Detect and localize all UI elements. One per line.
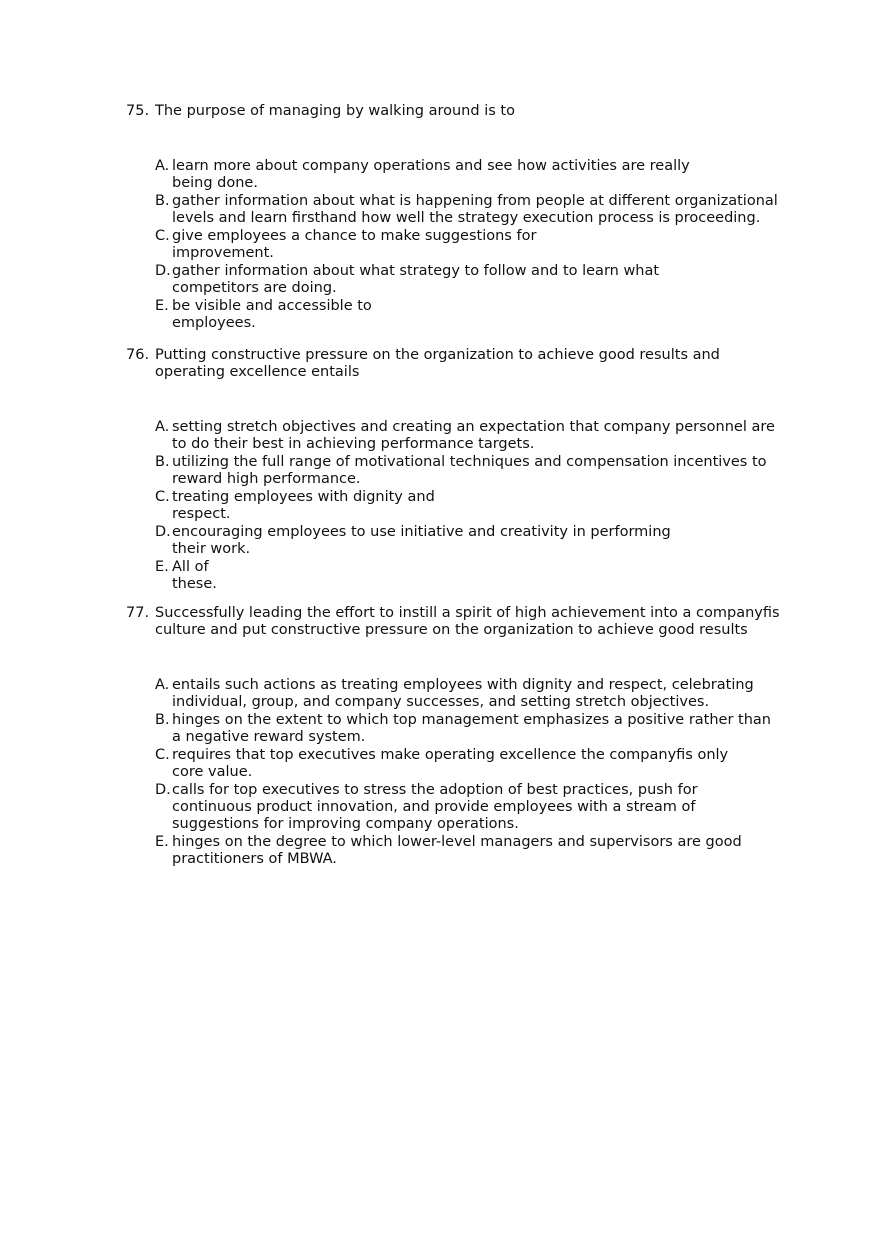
option-text: All of these. — [172, 559, 217, 592]
option-c — [155, 489, 786, 523]
option-letter: D. — [155, 263, 171, 279]
question-stem — [126, 347, 786, 381]
option-b — [155, 454, 786, 488]
question-text: Successfully leading the effort to instill a spirit of high achievement into a companyfis culture and put constructive pressure on the organization to achieve good results — [155, 605, 780, 638]
question-76 — [126, 347, 786, 594]
option-letter: A. — [155, 677, 170, 693]
option-letter: E. — [155, 834, 169, 850]
question-75 — [126, 103, 786, 333]
option-text: utilizing the full range of motivational techniques and compensation incentives to reward high performance. — [172, 454, 767, 487]
option-text: give employees a chance to make suggestions for improvement. — [172, 228, 537, 261]
option-a — [155, 677, 786, 711]
option-a — [155, 158, 786, 192]
question-number: 77. — [126, 605, 150, 621]
option-letter: A. — [155, 419, 170, 435]
option-letter: C. — [155, 747, 170, 763]
option-d — [155, 782, 786, 833]
option-text: gather information about what strategy to follow and to learn what competitors are doing. — [172, 263, 660, 296]
option-text: requires that top executives make operating excellence the companyfis only core value. — [172, 747, 729, 780]
question-text: The purpose of managing by walking around is to — [155, 103, 515, 119]
option-letter: C. — [155, 489, 170, 505]
option-c — [155, 747, 786, 781]
answer-options — [126, 158, 786, 332]
answer-options — [126, 677, 786, 868]
option-text: gather information about what is happening from people at different organizational levels and learn firsthand how well the strategy execution process is proceeding. — [172, 193, 778, 226]
option-text: treating employees with dignity and respect. — [172, 489, 435, 522]
question-number: 76. — [126, 347, 150, 363]
option-letter: D. — [155, 782, 171, 798]
option-b — [155, 193, 786, 227]
option-text: setting stretch objectives and creating an expectation that company personnel are to do their best in achieving performance targets. — [172, 419, 775, 452]
question-text: Putting constructive pressure on the organization to achieve good results and operating excellence entails — [155, 347, 720, 380]
option-e — [155, 559, 786, 593]
option-letter: B. — [155, 454, 170, 470]
option-letter: B. — [155, 712, 170, 728]
option-text: entails such actions as treating employees with dignity and respect, celebrating individual, group, and company successes, and setting stretch objectives. — [172, 677, 754, 710]
option-e — [155, 834, 786, 868]
option-letter: E. — [155, 298, 169, 314]
question-77 — [126, 605, 786, 869]
option-b — [155, 712, 786, 746]
option-text: hinges on the degree to which lower-level managers and supervisors are good practitioners of MBWA. — [172, 834, 742, 867]
option-text: hinges on the extent to which top management emphasizes a positive rather than a negative reward system. — [172, 712, 771, 745]
answer-options — [126, 419, 786, 593]
option-letter: B. — [155, 193, 170, 209]
option-letter: E. — [155, 559, 169, 575]
option-letter: C. — [155, 228, 170, 244]
option-text: calls for top executives to stress the adoption of best practices, push for continuous product innovation, and provide employees with a stream of suggestions for improving company operations. — [172, 782, 698, 832]
question-number: 75. — [126, 103, 150, 119]
option-e — [155, 298, 786, 332]
option-text: encouraging employees to use initiative and creativity in performing their work. — [172, 524, 671, 557]
option-d — [155, 524, 786, 558]
option-letter: A. — [155, 158, 170, 174]
question-stem — [126, 103, 786, 120]
option-text: learn more about company operations and see how activities are really being done. — [172, 158, 690, 191]
option-letter: D. — [155, 524, 171, 540]
question-stem — [126, 605, 786, 639]
option-a — [155, 419, 786, 453]
option-d — [155, 263, 786, 297]
option-c — [155, 228, 786, 262]
option-text: be visible and accessible to employees. — [172, 298, 372, 331]
